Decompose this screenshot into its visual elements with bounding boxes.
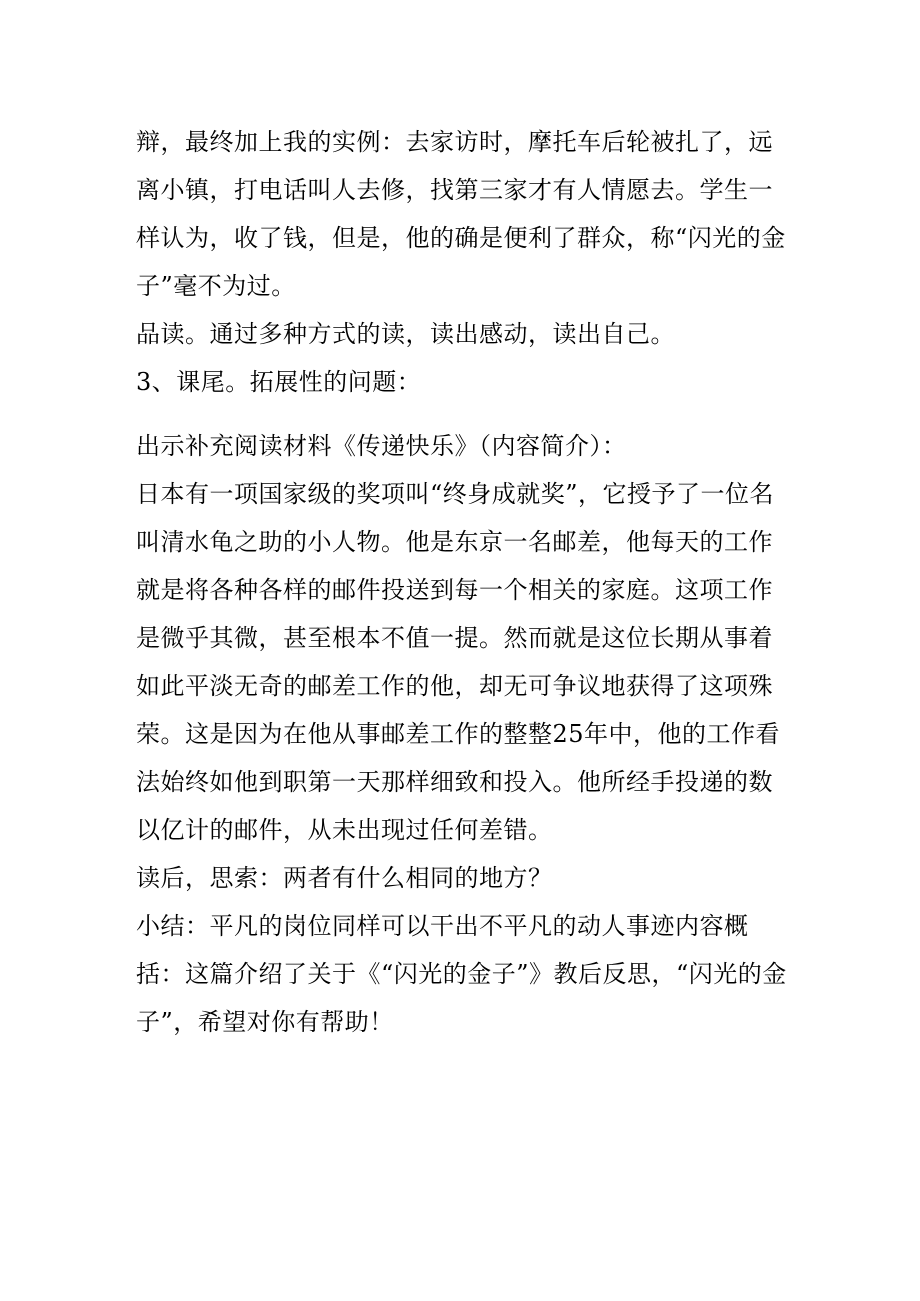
paragraph-reading: 品读。通过多种方式的读，读出感动，读出自己。 [136, 320, 675, 348]
paragraph-supplement-title: 出示补充阅读材料《传递快乐》（内容简介）： [136, 432, 627, 460]
paragraph-example: 辩，最终加上我的实例：去家访时，摩托车后轮被扎了，远离小镇，打电话叫人去修，找第三家才有人情愿去。学生一样认为，收了钱，但是，他的确是便利了群众，称“闪光的金子”毫不为过。 [136, 128, 786, 300]
document-body [136, 118, 796, 1046]
paragraph-ending-heading: 3、课尾。拓展性的问题： [136, 368, 422, 396]
paragraph-summary: 小结：平凡的岗位同样可以干出不平凡的动人事迹内容概括：这篇介绍了关于《“闪光的金子”》教后反思，“闪光的金子”，希望对你有帮助！ [136, 912, 787, 1036]
paragraph-reflection-question: 读后，思索：两者有什么相同的地方？ [136, 864, 553, 892]
paragraph-supplement-story: 日本有一项国家级的奖项叫“终身成就奖”，它授予了一位名叫清水龟之助的小人物。他是东京一名邮差，他每天的工作就是将各种各样的邮件投送到每一个相关的家庭。这项工作是微乎其微，甚至根本不值一提。然而就是这位长期从事着如此平淡无奇的邮差工作的他，却无可争议地获得了这项殊荣。这是因为在他从事邮差工作的整整25年中，他的工作看法始终如他到职第一天那样细致和投入。他所经手投递的数以亿计的邮件，从未出现过任何差错。 [136, 480, 781, 844]
